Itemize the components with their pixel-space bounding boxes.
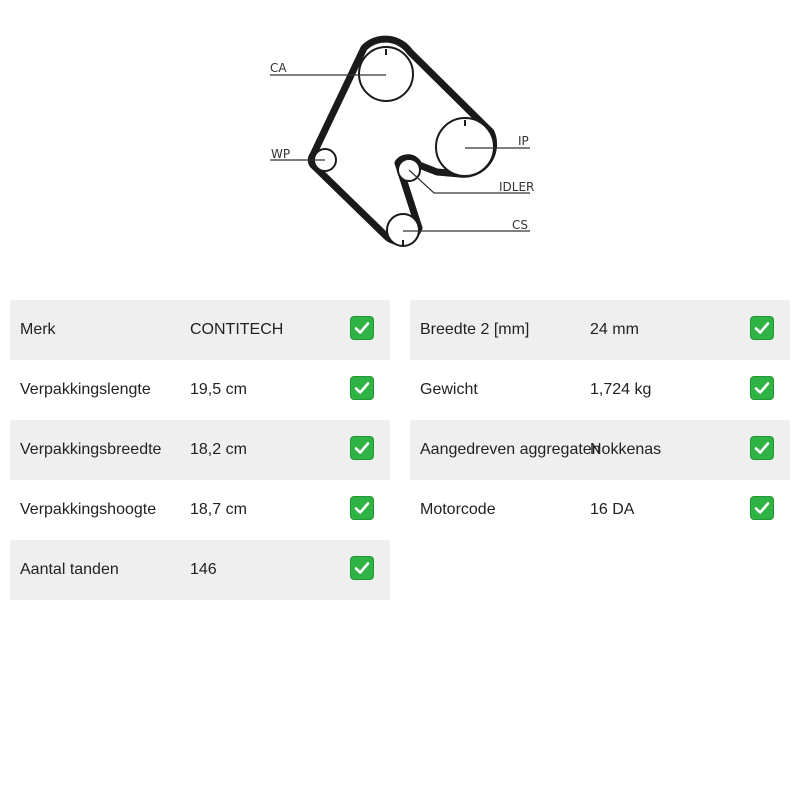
check-icon [350, 376, 374, 400]
spec-table-left [10, 300, 390, 600]
spec-label: Gewicht [420, 381, 478, 398]
spec-label: Aangedreven aggregaten [420, 441, 601, 458]
spec-label: Aantal tanden [20, 561, 119, 578]
check-icon [350, 496, 374, 520]
spec-label: Verpakkingshoogte [20, 501, 157, 518]
label-wp: WP [271, 147, 291, 161]
check-icon [750, 316, 774, 340]
spec-value: 18,7 cm [190, 501, 247, 518]
spec-row [10, 420, 390, 480]
spec-label: Merk [20, 321, 56, 338]
spec-value: Nokkenas [590, 441, 662, 458]
spec-value: 18,2 cm [190, 441, 247, 458]
spec-row [410, 420, 790, 480]
spec-value: 24 mm [590, 321, 639, 338]
check-icon [350, 556, 374, 580]
check-icon [750, 496, 774, 520]
spec-row [10, 480, 390, 540]
check-icon [350, 436, 374, 460]
spec-label: Verpakkingslengte [20, 381, 151, 398]
spec-value: 146 [190, 561, 217, 578]
spec-value: 1,724 kg [590, 381, 652, 398]
spec-table-right [410, 300, 790, 540]
spec-row [410, 360, 790, 420]
spec-row [410, 300, 790, 360]
timing-belt-diagram [0, 0, 800, 260]
label-cs: CS [512, 218, 528, 232]
spec-label: Verpakkingsbreedte [20, 441, 162, 458]
spec-row [10, 360, 390, 420]
label-idler: IDLER [499, 180, 535, 194]
label-ca: CA [270, 61, 287, 75]
spec-value: 16 DA [590, 501, 635, 518]
spec-label: Breedte 2 [mm] [420, 321, 530, 338]
check-icon [750, 376, 774, 400]
spec-row [410, 480, 790, 540]
spec-value: 19,5 cm [190, 381, 247, 398]
camshaft-pulley [359, 47, 413, 101]
spec-label: Motorcode [420, 501, 496, 518]
spec-row [10, 300, 390, 360]
check-icon [750, 436, 774, 460]
spec-value: CONTITECH [190, 321, 284, 338]
label-ip: IP [518, 134, 529, 148]
injection-pump-pulley [436, 118, 494, 176]
check-icon [350, 316, 374, 340]
spec-row [10, 540, 390, 600]
